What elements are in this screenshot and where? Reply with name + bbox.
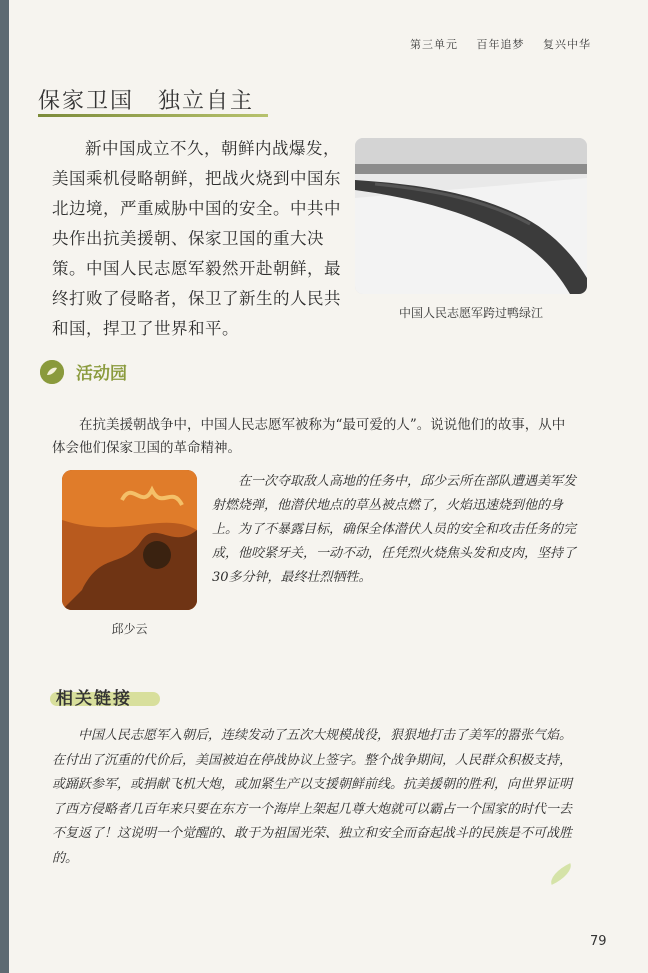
- activity-prompt: [52, 414, 577, 460]
- page-number: 79: [590, 934, 607, 949]
- title-underline: [38, 114, 268, 117]
- intro-paragraph: 新中国成立不久，朝鲜内战爆发，美国乘机侵略朝鲜，把战火烧到中国东北边境，严重威胁中国的安全。中共中央作出抗美援朝、保家卫国的重大决策。中国人民志愿军毅然开赴朝鲜，最终打败了侵略者，保卫了新生的人民共和国，捍卫了世界和平。: [52, 139, 341, 338]
- header-topic-1: 百年追梦: [476, 38, 525, 51]
- activity-leaf-icon: [40, 360, 64, 384]
- related-paragraph: 中国人民志愿军入朝后，连续发动了五次大规模战役，狠狠地打击了美军的嚣张气焰。在付出了沉重的代价后，美国被迫在停战协议上签字。整个战争期间，人民群众积极支持，或踊跃参军，或捐献飞机大炮，或加紧生产以支援朝鲜前线。抗美援朝的胜利，向世界证明了西方侵略者几百年来只要在东方一个海岸上架起几尊大炮就可以霸占一个国家的时代一去不复返了！这说明一个觉醒的、敢于为祖国光荣、独立和安全而奋起战斗的民族是不可战胜的。: [52, 728, 573, 866]
- yalu-river-photo: [355, 138, 587, 294]
- activity-paragraph: 在抗美援朝战争中，中国人民志愿军被称为“最可爱的人”。说说他们的故事，从中体会他们保家卫国的革命精神。: [52, 417, 566, 456]
- activity-leaf-icon-shape: [40, 360, 64, 384]
- related-link-text: [52, 724, 580, 871]
- yalu-river-photo-illustration: [355, 138, 587, 294]
- header-topic-2: 复兴中华: [543, 38, 591, 51]
- page-edge-strip: [0, 0, 9, 973]
- intro-text: [52, 134, 348, 344]
- qiu-shaoyun-photo: [62, 470, 197, 610]
- story-text: [212, 470, 580, 590]
- story-paragraph: 在一次夺取敌人高地的任务中，邱少云所在部队遭遇美军发射燃烧弹，他潜伏地点的草丛被点燃了，火焰迅速烧到他的身上。为了不暴露目标，确保全体潜伏人员的安全和攻击任务的完成，他咬紧牙关，一动不动，任凭烈火烧焦头发和皮肉，坚持了30多分钟，最终壮烈牺牲。: [212, 474, 577, 585]
- activity-label: 活动园: [76, 364, 127, 384]
- header-unit: 第三单元: [410, 38, 458, 51]
- related-link-heading: 相关链接: [56, 684, 132, 709]
- qiu-shaoyun-illustration: [62, 470, 197, 610]
- qiu-shaoyun-caption: 邱少云: [111, 622, 148, 636]
- running-header: [410, 36, 605, 52]
- yalu-photo-caption: 中国人民志愿军跨过鸭绿江: [398, 306, 543, 320]
- section-title: 保家卫国 独立自主: [38, 89, 255, 114]
